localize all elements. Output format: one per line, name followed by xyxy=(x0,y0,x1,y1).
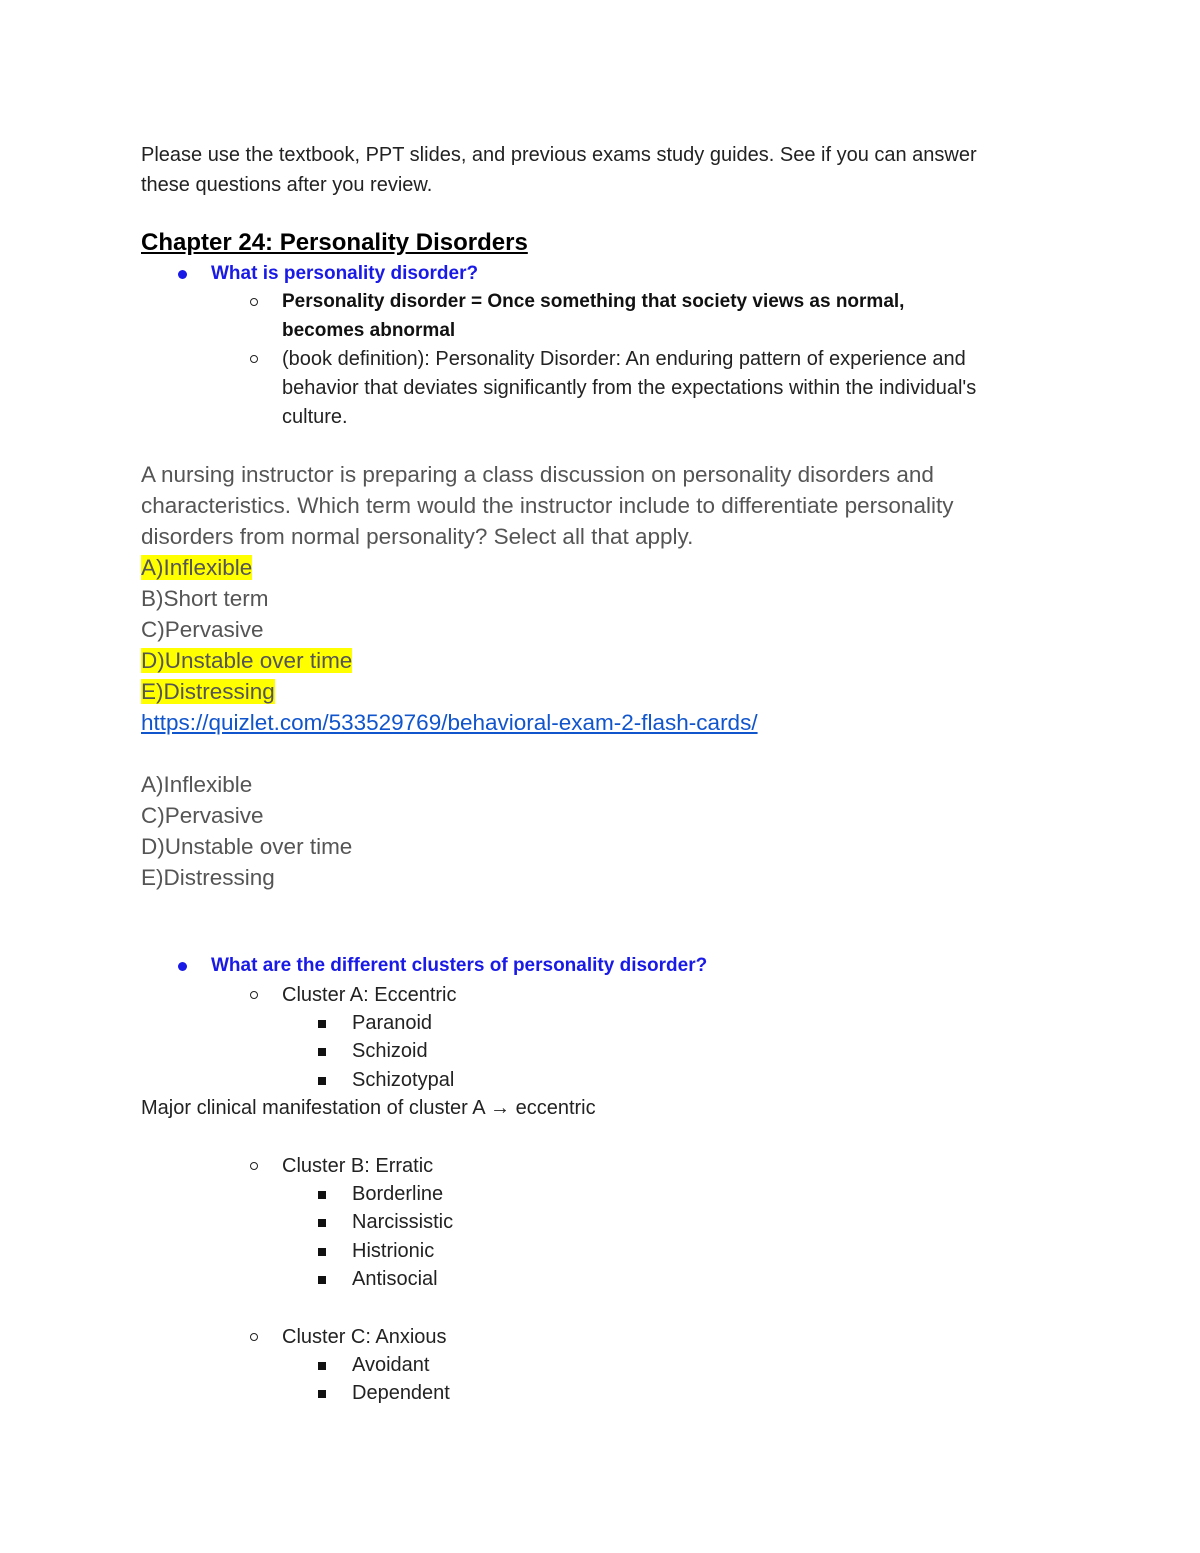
option-a xyxy=(141,557,252,580)
answer-a: A)Inflexible xyxy=(141,772,253,797)
definition-1-line-2: becomes abnormal xyxy=(282,320,456,341)
intro-line-1: Please use the textbook, PPT slides, and previous exams study guides. See if you can answer xyxy=(141,144,977,166)
hollow-circle-bullet-icon xyxy=(250,1162,258,1170)
hollow-circle-bullet-icon xyxy=(250,991,258,999)
quizlet-link[interactable]: https://quizlet.com/533529769/behavioral-exam-2-flash-cards/ xyxy=(141,710,758,735)
option-e-highlighted: E)Distressing xyxy=(141,679,275,704)
cluster-a-note: Major clinical manifestation of cluster A → eccentric xyxy=(141,1097,596,1119)
cluster-a-label: Cluster A: Eccentric xyxy=(282,984,457,1006)
cluster-b-item: Narcissistic xyxy=(352,1211,454,1233)
mcq-stem-line-3: disorders from normal personality? Select all that apply. xyxy=(141,524,694,549)
square-bullet-icon xyxy=(318,1390,326,1398)
cluster-b-label: Cluster B: Erratic xyxy=(282,1155,434,1177)
cluster-a-item: Paranoid xyxy=(352,1012,433,1034)
square-bullet-icon xyxy=(318,1248,326,1256)
cluster-a-item: Schizoid xyxy=(352,1040,428,1062)
hollow-circle-bullet-icon xyxy=(250,1333,258,1341)
chapter-heading: Chapter 24: Personality Disorders xyxy=(141,229,528,256)
square-bullet-icon xyxy=(318,1020,326,1028)
option-a-highlighted: A)Inflexible xyxy=(141,555,253,580)
hollow-circle-bullet-icon xyxy=(250,298,258,306)
mcq-stem-line-1: A nursing instructor is preparing a class discussion on personality disorders and xyxy=(141,462,934,487)
filled-bullet-icon xyxy=(178,270,187,279)
mcq-stem-line-2: characteristics. Which term would the instructor include to differentiate personality xyxy=(141,493,954,518)
definition-2-line-1: (book definition): Personality Disorder: An enduring pattern of experience and xyxy=(282,348,966,370)
cluster-b-item: Borderline xyxy=(352,1183,444,1205)
square-bullet-icon xyxy=(318,1048,326,1056)
option-e xyxy=(141,681,275,704)
option-d xyxy=(141,650,352,673)
answer-c: C)Pervasive xyxy=(141,803,264,828)
cluster-c-item: Dependent xyxy=(352,1382,450,1404)
cluster-c-item: Avoidant xyxy=(352,1354,430,1376)
square-bullet-icon xyxy=(318,1191,326,1199)
option-c: C)Pervasive xyxy=(141,617,264,642)
cluster-b-item: Antisocial xyxy=(352,1268,438,1290)
cluster-c-label: Cluster C: Anxious xyxy=(282,1326,447,1348)
square-bullet-icon xyxy=(318,1077,326,1085)
square-bullet-icon xyxy=(318,1219,326,1227)
answer-d: D)Unstable over time xyxy=(141,834,353,859)
cluster-b-item: Histrionic xyxy=(352,1240,435,1262)
hollow-circle-bullet-icon xyxy=(250,355,258,363)
definition-1-line-1: Personality disorder = Once something that society views as normal, xyxy=(282,291,905,312)
filled-bullet-icon xyxy=(178,962,187,971)
intro-line-2: these questions after you review. xyxy=(141,174,433,196)
question-what-is-personality-disorder: What is personality disorder? xyxy=(211,263,479,284)
option-b: B)Short term xyxy=(141,586,269,611)
cluster-a-item: Schizotypal xyxy=(352,1069,455,1091)
question-clusters: What are the different clusters of personality disorder? xyxy=(211,955,708,976)
definition-2-line-3: culture. xyxy=(282,406,348,428)
square-bullet-icon xyxy=(318,1362,326,1370)
answer-e: E)Distressing xyxy=(141,865,275,890)
square-bullet-icon xyxy=(318,1276,326,1284)
option-d-highlighted: D)Unstable over time xyxy=(141,648,353,673)
definition-2-line-2: behavior that deviates significantly from the expectations within the individual's xyxy=(282,377,977,399)
